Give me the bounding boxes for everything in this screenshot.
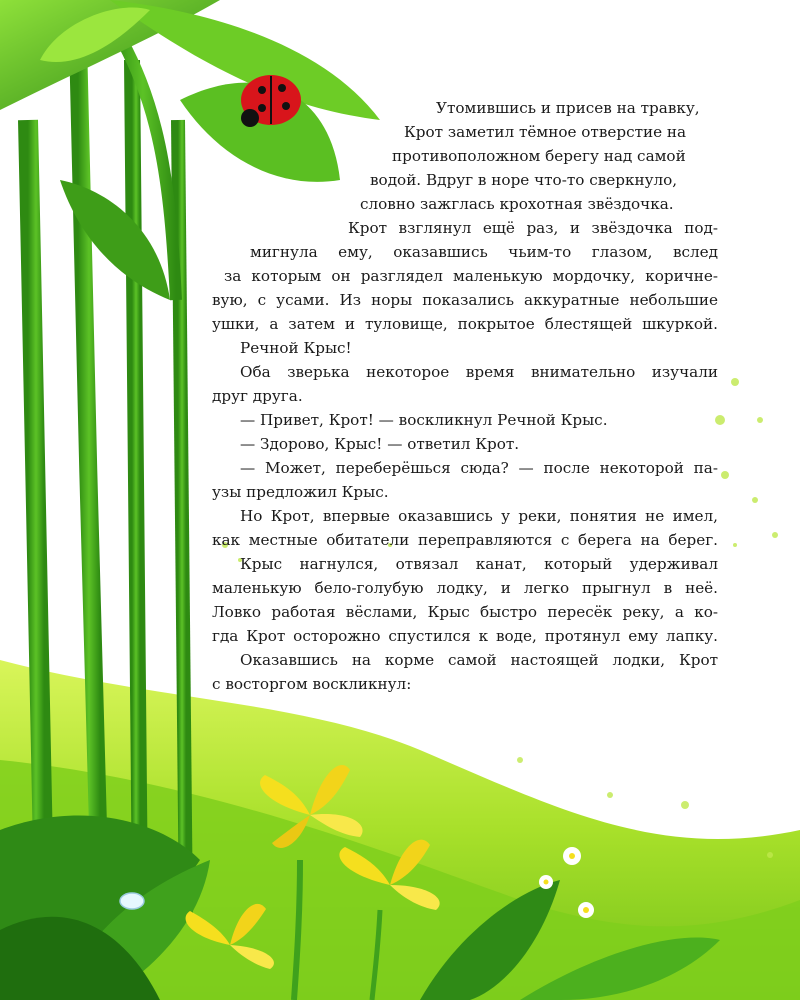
story-line: друг друга. [212,387,303,405]
dewdrop-icon [120,893,144,909]
story-line: Крот взглянул ещё раз, и звёздочка под- [348,219,718,237]
story-line: вую, с усами. Из норы показались аккуратные небольшие [212,291,718,309]
story-line: — Здорово, Крыс! — ответил Крот. [240,435,520,453]
story-line: Крот заметил тёмное отверстие на [404,123,687,141]
story-line: водой. Вдруг в норе что-то сверкнуло, [370,171,678,189]
story-line: мигнула ему, оказавшись чьим-то глазом, вслед [250,243,718,261]
story-line: Ловко работая вёслами, Крыс быстро пересёк реку, а ко- [212,603,718,621]
story-line: узы предложил Крыс. [212,483,389,501]
story-line: Оба зверька некоторое время внимательно изучали [240,363,718,381]
story-line: ушки, а затем и туловище, покрытое блестящей шкуркой. [212,315,718,333]
stem [178,120,186,920]
story-line: как местные обитатели переправляются с берега на берег. [212,531,718,549]
stem [132,60,140,900]
story-line: Оказавшись на корме самой настоящей лодки, Крот [240,651,718,669]
story-line: Утомившись и присев на травку, [436,99,700,117]
story-line: с восторгом воскликнул: [212,675,412,693]
story-line: Крыс нагнулся, отвязал канат, который удерживал [240,555,718,573]
story-line: маленькую бело-голубую лодку, и легко прыгнул в неё. [212,579,718,597]
story-line: за которым он разглядел маленькую мордочку, коричне- [224,267,718,285]
story-line: словно зажглась крохотная звёздочка. [360,195,674,213]
story-line: гда Крот осторожно спустился к воде, протянул ему лапку. [212,627,718,645]
story-line: Речной Крыс! [240,339,352,357]
story-line: — Может, переберёшься сюда? — после некоторой па- [240,459,718,477]
story-line: противоположном берегу над самой [392,147,686,165]
story-text [212,96,718,696]
story-line: Но Крот, впервые оказавшись у реки, понятия не имел, [240,507,718,525]
story-line: — Привет, Крот! — воскликнул Речной Крыс. [240,411,608,429]
